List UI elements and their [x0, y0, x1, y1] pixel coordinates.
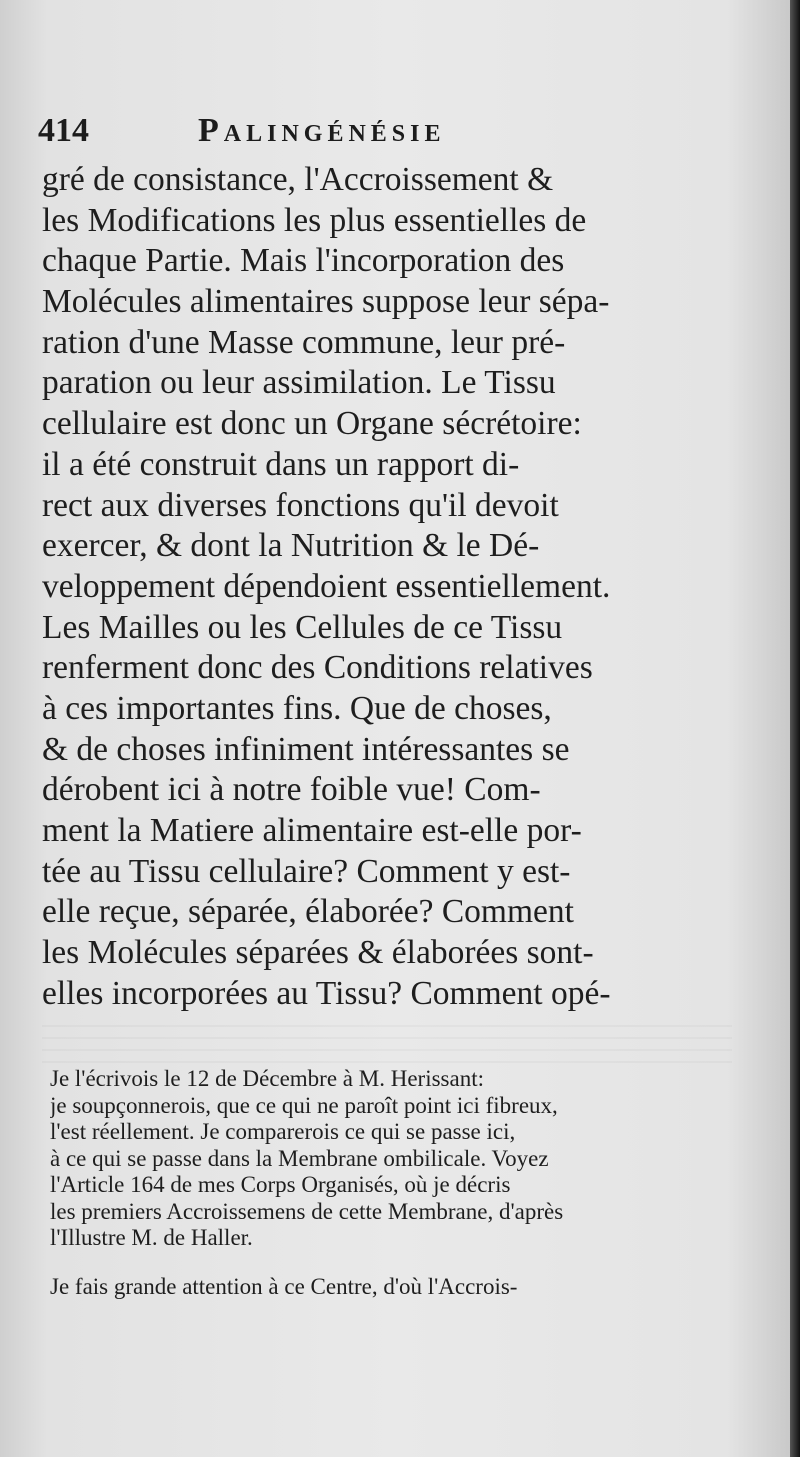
text-line: il a été construit dans un rapport di-	[42, 445, 520, 483]
text-line: les Modifications les plus essentielles de	[42, 201, 587, 239]
footnote-line: je soupçonnerois, que ce qui ne paroît point ici fibreux,	[50, 1092, 558, 1118]
text-line: Les Mailles ou les Cellules de ce Tissu	[42, 608, 563, 646]
footnote-line: Je l'écrivois le 12 de Décembre à M. Herissant:	[50, 1066, 484, 1091]
text-line: dérobent ici à notre foible vue! Com-	[42, 771, 541, 809]
page-title: Palingénésie	[198, 112, 446, 149]
text-line: paration ou leur assimilation. Le Tissu	[42, 364, 556, 402]
text-line: tée au Tissu cellulaire? Comment y est-	[42, 852, 571, 890]
book-spine-edge	[790, 0, 800, 1457]
text-line: elle reçue, séparée, élaborée? Comment	[42, 893, 574, 931]
text-line: elles incorporées au Tissu? Comment opé-	[42, 974, 611, 1012]
text-line: gré de consistance, l'Accroissement &	[42, 161, 554, 198]
text-line: à ces importantes fins. Que de choses,	[42, 689, 552, 727]
footnote-line: l'Illustre M. de Haller.	[50, 1225, 253, 1250]
text-line: cellulaire est donc un Organe sécrétoire:	[42, 405, 582, 443]
bleed-through-area	[42, 1025, 732, 1065]
footnotes	[50, 1066, 740, 1300]
footnote-line: Je fais grande attention à ce Centre, d'où l'Accrois-	[50, 1273, 518, 1299]
body-text	[42, 160, 732, 1014]
text-line: Molécules alimentaires suppose leur sépa-	[42, 283, 610, 321]
text-line: veloppement dépendoient essentiellement.	[42, 567, 611, 605]
text-line: renferment donc des Conditions relatives	[42, 649, 593, 687]
text-line: chaque Partie. Mais l'incorporation des	[42, 242, 565, 280]
footnote-line: à ce qui se passe dans la Membrane ombilicale. Voyez	[50, 1145, 549, 1171]
running-head	[38, 112, 738, 160]
text-line: rect aux diverses fonctions qu'il devoit	[42, 486, 559, 524]
page-number: 414	[38, 112, 89, 149]
footnote-gap	[50, 1252, 740, 1274]
text-line: les Molécules séparées & élaborées sont-	[42, 934, 594, 972]
text-line: exercer, & dont la Nutrition & le Dé-	[42, 527, 540, 565]
text-line: ment la Matiere alimentaire est-elle por-	[42, 812, 582, 849]
footnote-line: l'est réellement. Je comparerois ce qui se passe ici,	[50, 1119, 516, 1144]
text-line: & de choses infiniment intéressantes se	[42, 730, 570, 768]
footnote-line: les premiers Accroissemens de cette Membrane, d'après	[50, 1198, 564, 1224]
footnote-line: l'Article 164 de mes Corps Organisés, où je décris	[50, 1172, 511, 1197]
text-line: ration d'une Masse commune, leur pré-	[42, 323, 566, 361]
